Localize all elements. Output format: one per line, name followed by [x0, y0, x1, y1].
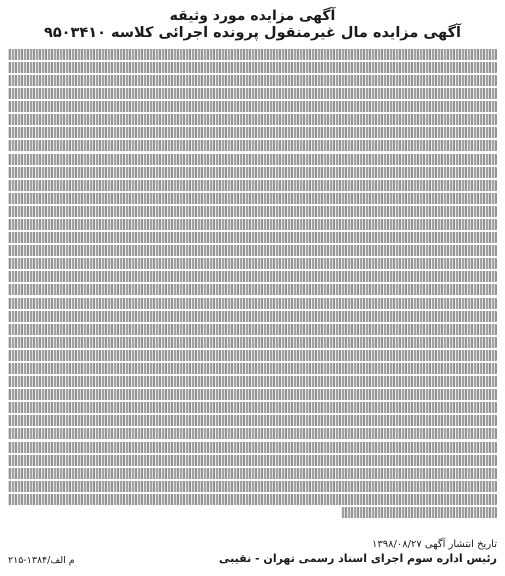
body-text-line [8, 245, 497, 256]
publication-date: تاریخ انتشار آگهی ۱۳۹۸/۰۸/۲۷ [371, 539, 497, 550]
body-text-line [8, 271, 497, 282]
body-text-line [8, 468, 497, 479]
notice-heading: آگهی مزایده مورد وثیقه [169, 8, 336, 24]
body-text-line [8, 114, 497, 125]
body-text-line [8, 481, 497, 492]
signature-line: رئیس اداره سوم اجرای اسناد رسمی تهران - نقیبی [219, 552, 497, 565]
body-text-line [8, 154, 497, 165]
body-text-line [8, 376, 497, 387]
body-text-line [8, 442, 497, 453]
notice-footer [8, 538, 497, 568]
body-text-line [8, 311, 497, 322]
body-text-line [8, 75, 497, 86]
body-text-line [8, 337, 497, 348]
body-text-line [8, 389, 497, 400]
body-text-line [8, 62, 497, 73]
body-text-line [8, 167, 497, 178]
body-text-line [8, 455, 497, 466]
body-text-line [8, 193, 497, 204]
body-text-line [8, 49, 497, 60]
body-text-line [8, 284, 497, 295]
body-text-line [8, 232, 497, 243]
body-text-line [8, 298, 497, 309]
body-text-line [8, 140, 497, 151]
body-text-line [8, 127, 497, 138]
notice-reference: ۲۱۵-م الف/۱۳۸۴ [8, 555, 75, 566]
body-text-line [8, 494, 497, 505]
body-text-line [341, 507, 497, 518]
body-text-line [8, 363, 497, 374]
body-text-line [8, 101, 497, 112]
body-text-line [8, 402, 497, 413]
body-text-line [8, 324, 497, 335]
body-text-line [8, 219, 497, 230]
notice-title: آگهی مزایده مال غیرمنقول پرونده اجرائی کلاسه ۹۵۰۳۴۱۰ [43, 25, 461, 42]
body-text-line [8, 415, 497, 426]
body-text-line [8, 180, 497, 191]
body-text-line [8, 350, 497, 361]
notice-body [8, 49, 497, 541]
body-text-line [8, 206, 497, 217]
body-text-line [8, 428, 497, 439]
body-text-line [8, 258, 497, 269]
body-text-line [8, 88, 497, 99]
